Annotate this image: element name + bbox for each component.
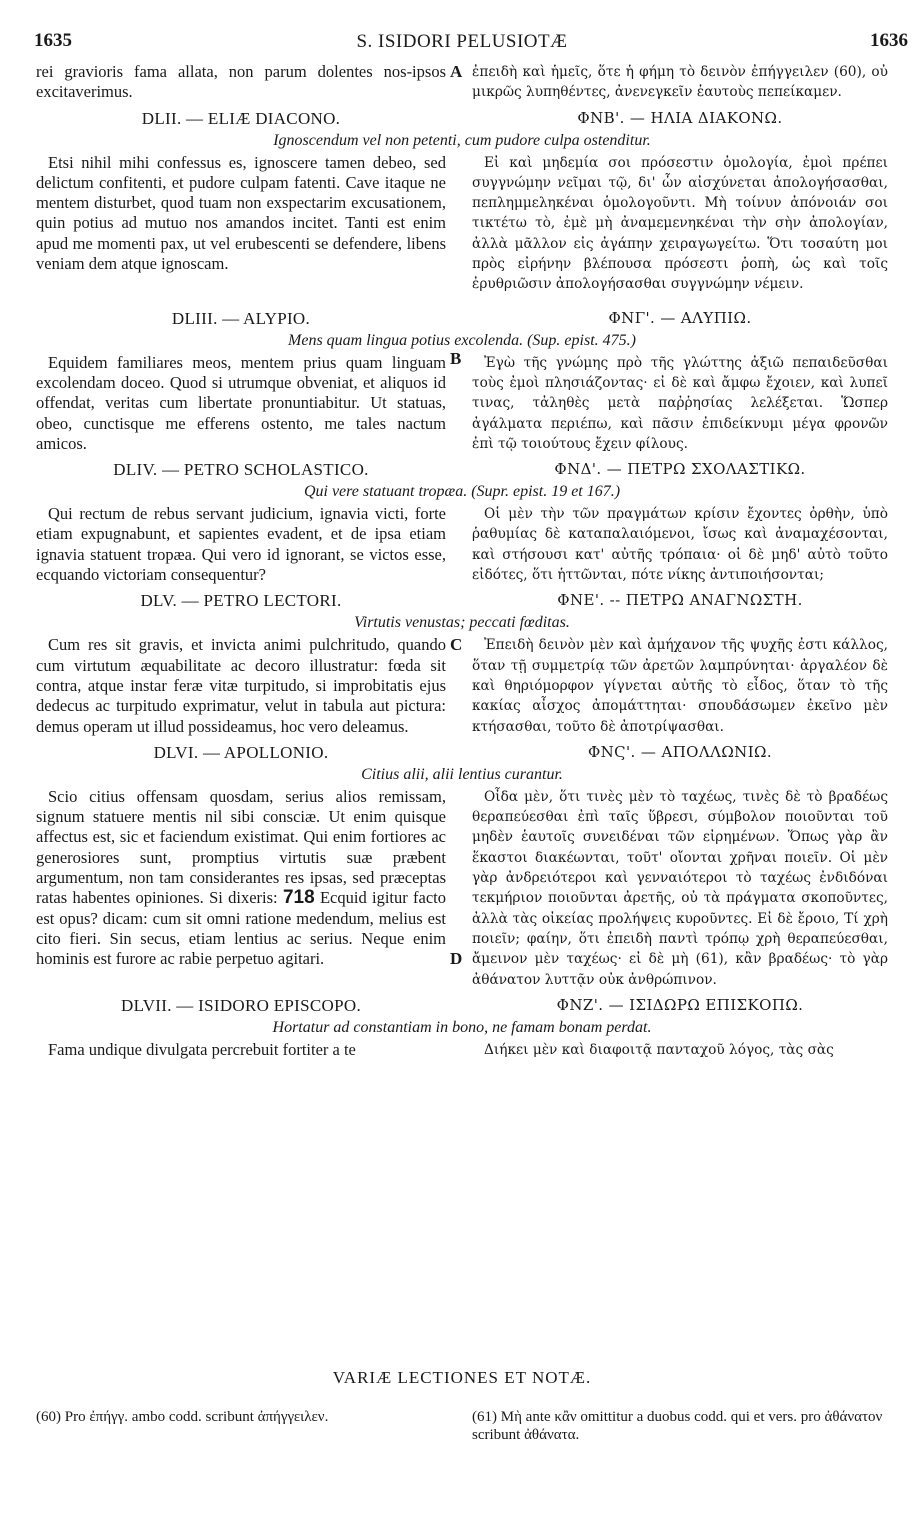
letter-heading-greek: ΦΝΔ'. — ΠΕΤΡΩ ΣΧΟΛΑΣΤΙΚΩ.	[554, 460, 806, 479]
letter-heading	[0, 996, 924, 1016]
letter-heading-latin: DLVII. — ISIDORO EPISCOPO.	[121, 995, 361, 1015]
text-body	[0, 62, 924, 1060]
letter-summary: Virtutis venustas; peccati fœditas.	[354, 614, 570, 632]
letter-latin-part: Ecquid igitur facto est opus? dicam: cum sit omni ratione medendum, melius est cito fieri. Sin secus, etiam lentius ac serius. Neque enim hominis est furore ac rabie perpetuo agitari.	[36, 888, 447, 969]
letter-greek: Οἶδα μὲν, ὅτι τινὲς μὲν τὸ ταχέως, τινὲς δὲ τὸ βραδέως θεραπεύεσθαι ἐπὶ ταῖς ὕβρεσι, σύμβολον ποιοῦνται τοῦ μηδὲν ἑαυτοῖς συνειδέναι τῶν εἰρημένων. Ὅπως γὰρ ἂν ἕκαστοι διακέωνται, τοῦτ' οἴονται χρῆναι ποιεῖν. Οἱ μὲν γὰρ ἀνδρειότεροι καὶ γενναιότεροι τὸ ταχέως ἐνδιδόναι τεκμήριον ποιοῦνται ἀρετῆς, οὐ τὰ πράγματα σκοποῦντες, ἀλλὰ τὰς οἰκείας προλήψεις κυροῦντες. Εἰ δὲ ἔροιο, Τί χρὴ ποιεῖν; φαίην, ὅτι ἐπειδὴ παντὶ τρόπῳ χρὴ θεραπεύεσθαι, ἄμεινον μὲν ταχέως· εἰ δὲ μὴ (61), κἂν βραδέως· τὸ γὰρ ἀθάνατον λυττᾷν οὐκ ἀνθρώπινον.	[472, 788, 888, 988]
intro-block	[0, 62, 924, 103]
letter-heading-greek: ΦΝΓ'. — ΑΛΥΠΙΩ.	[608, 308, 752, 327]
letter-greek-col	[450, 787, 888, 990]
section-marker: B	[450, 348, 462, 368]
letter-greek: Διήκει μὲν καὶ διαφοιτᾷ πανταχοῦ λόγος, τὰς σὰς	[484, 1041, 834, 1058]
running-header	[0, 30, 924, 56]
letter-latin: Equidem familiares meos, mentem prius quam linguam excolendam doceo. Quod si utrumque obveniat, et aliquos id offendat, veritas cum libertate pronuntiabitur. Ut statuas, obeo, cunctisque me efferens ostento, me tales nactum amicos.	[36, 352, 446, 453]
notes-title: VARIÆ LECTIONES ET NOTÆ.	[332, 1368, 592, 1387]
running-title: S. ISIDORI PELUSIOTÆ	[356, 31, 568, 52]
notes-section	[0, 1408, 924, 1444]
letter-text	[0, 348, 924, 454]
letter-greek: Οἱ μὲν τὴν τῶν πραγμάτων κρίσιν ἔχοντες ὀρθὴν, ὑπὸ ῥαθυμίας δὲ καταπαλαιόμενοι, ἴσως καὶ ἀναμαχέσονται, καὶ στήσουσι κατ' αὐτῆς τρόπαια· οἱ δὲ μηδ' αὐτὸ τοῦτο εἰδότες, ὅτι ἡττῶνται, πότε νίκης ἀντιποιήσονται;	[472, 506, 888, 584]
section-marker: A	[450, 62, 463, 81]
letter-latin: Qui rectum de rebus servant judicium, ignavia victi, forte etiam expugnabunt, et sapientes evadent, et de ipsa etiam ignavia statuent tropæa. Qui vero id ignorant, se victos esse, ecquando victoriam consequentur?	[36, 504, 446, 585]
letter-greek: Ἐπειδὴ δεινὸν μὲν καὶ ἀμήχανον τῆς ψυχῆς ἐστι κάλλος, ὅταν τῇ συμμετρίᾳ τῶν ἀρετῶν λαμπρύνηται· ἀργαλέον δὲ καὶ θηριόμορφον γίγνεται αὐτῆς τὸ εἶδος, ὅταν τὸ τῆς κακίας αἶσχος ἀπομάττηται· σπουδάσωμεν ἐκεῖνο μὲν κτήσασθαι, τοῦτο δὲ ἀποτρίψασθαι.	[472, 637, 888, 735]
intro-greek: ἐπειδὴ καὶ ἡμεῖς, ὅτε ἡ φήμη τὸ δεινὸν ἐπήγγειλεν (60), οὐ μικρῶς λυπηθέντες, ἀνενεγκεῖν ἑαυτοὺς πεπείκαμεν.	[472, 64, 888, 101]
letter-text	[0, 153, 924, 295]
letter-summary: Citius alii, alii lentius curantur.	[361, 765, 563, 783]
letter-heading-latin: DLIV. — PETRO SCHOLASTICO.	[113, 460, 369, 480]
letter-latin	[36, 787, 446, 970]
letter-heading	[0, 743, 924, 763]
letter-heading-latin: DLVI. — APOLLONIO.	[153, 742, 329, 762]
letter-heading-greek: ΦΝΖ'. — ΙΣΙΔΩΡΩ ΕΠΙΣΚΟΠΩ.	[556, 995, 804, 1014]
letter-greek: Εἰ καὶ μηδεμία σοι πρόσεστιν ὁμολογία, ἐμοὶ πρέπει συγγνώμην νεῖμαι τῷ, δι' ὧν αἰσχύνεται ἀπολογήσασθαι, πεπλημμεληκέναι ὁμολογοῦντι. Μὴ τοίνυν ἀπόνοιάν σοι τικτέτω τὸ, ἐμὲ μὴ ἀναμεμενηκέναι τὴν σὴν ἀπολογίαν, ἀλλὰ μᾶλλον εἰς ἀγάπην χειραγωγείτω. Ὅτι τοσαύτη μοι πρὸς εἰρήνην βλέπουσα πρόσεστι ῥοπὴ, ὡς καὶ τοῖς ἐρυθριῶσιν ἀπολογήσασθαι συγγνώμην νέμειν.	[472, 154, 888, 293]
letter-summary: Ignoscendum vel non petenti, cum pudore culpa ostenditur.	[273, 131, 651, 149]
letter-heading-latin: DLIII. — ALYPIO.	[171, 308, 311, 328]
letter-heading-latin: DLV. — PETRO LECTORI.	[140, 591, 342, 611]
letter-latin-part: Scio citius offensam quosdam, serius alios remissam, signum statuere mentis nil sibi consciæ. Ut enim quisque affectus est, sic et faciendum existimat. Qui enim fortiores ac generosiores sunt, promptius virtutis suæ præbent argumentum, non tam considerantes res ipsas, sed præceptas ratas habentes opiniones. Si dixeris:	[36, 786, 446, 908]
letter-greek-col	[450, 348, 888, 454]
section-marker: D	[450, 948, 463, 968]
letter-heading-greek: ΦΝΕ'. -- ΠΕΤΡΩ ΑΝΑΓΝΩΣΤΗ.	[557, 591, 803, 610]
letter-heading-greek: ΦΝϚ'. — ΑΠΟΛΛΩΝΙΩ.	[587, 742, 773, 761]
letter-heading	[0, 591, 924, 611]
letter-latin: Cum res sit gravis, et invicta animi pulchritudo, quando cum virtutum æquabilitate ac decoro illustratur: fœda sit contra, atque instar feræ vitæ turpitudo, si improbitatis ejus dedecus ac turpitudo exprimatur, velut in tabula aut pictura: demus operam ut illud possideamus, hoc vero deleamus.	[36, 635, 446, 736]
section-marker: C	[450, 635, 463, 655]
letter-summary: Mens quam lingua potius excolenda. (Sup. epist. 475.)	[288, 331, 636, 349]
letter-summary: Qui vere statuant tropæa. (Supr. epist. 19 et 167.)	[303, 483, 621, 501]
letter-text	[0, 635, 924, 736]
note-left: (60) Pro ἐπήγγ. ambo codd. scribunt ἀπήγγειλεν.	[36, 1409, 329, 1425]
letter-latin: Etsi nihil mihi confessus es, ignoscere tamen debeo, sed delictum confitenti, et pudore culpam fatenti. Cave itaque ne mentem disturbet, quod tuam non exspectarim excusationem, quin potius ad mutuo nos amandos incitet. Tanti est enim apud me momenti pax, ut vel erubescenti se defendere, libens veniam dem atque ignoscam.	[36, 152, 446, 274]
page-number-right: 1636	[870, 30, 908, 51]
intro-greek-col	[450, 62, 888, 103]
intro-latin: rei gravioris fama allata, non parum dolentes nos-ipsos excitaverimus.	[36, 62, 446, 102]
letter-text	[0, 787, 924, 990]
letter-heading	[0, 309, 924, 329]
letter-heading-latin: DLII. — ELIÆ DIACONO.	[141, 108, 341, 128]
letter-text	[0, 504, 924, 585]
page-number-left: 1635	[34, 30, 72, 51]
letter-heading-greek: ΦΝΒ'. — ΗΛΙΑ ΔΙΑΚΟΝΩ.	[577, 108, 783, 127]
letter-heading	[0, 460, 924, 480]
letter-latin: Fama undique divulgata percrebuit fortiter a te	[48, 1039, 356, 1059]
letter-text	[0, 1040, 924, 1060]
letter-summary: Hortatur ad constantiam in bono, ne famam bonam perdat.	[272, 1018, 652, 1036]
column-number: 718	[282, 887, 315, 909]
letter-greek-col	[450, 635, 888, 736]
note-right: (61) Μὴ ante κἂν omittitur a duobus codd. qui et vers. pro ἀθάνατον scribunt ἀθάνατα.	[472, 1409, 883, 1443]
letter-greek: Ἐγὼ τῆς γνώμης πρὸ τῆς γλώττης ἀξιῶ πεπαιδεῦσθαι τοὺς ἐμοὶ πλησιάζοντας· εἰ δὲ καὶ ἄμφω ἔχοιεν, καὶ λυπεῖ τινας, τἀληθὲς μετὰ παῤῥησίας λελέξεται. Ὥσπερ ἀγάλματα περιέπω, καὶ πᾶσιν ἐπιδείκνυμι μέγα φρονῶν ἐπὶ τῷ τοιούτους ἔχειν φίλους.	[472, 354, 888, 452]
letter-heading	[0, 109, 924, 129]
